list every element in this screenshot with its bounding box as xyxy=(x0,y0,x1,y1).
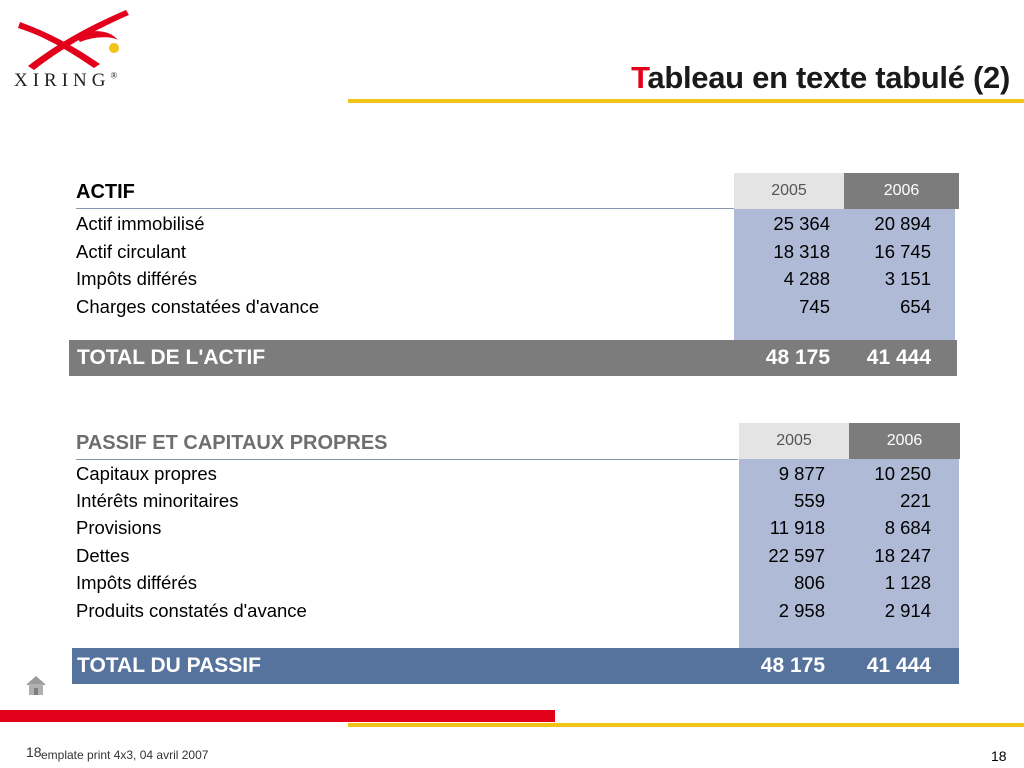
title-rule xyxy=(348,99,1024,103)
passif-row-value-2006: 10 250 xyxy=(874,463,931,484)
passif-total-bar xyxy=(72,648,959,684)
slide-title: Tableau en texte tabulé (2) xyxy=(631,60,1010,95)
page-number-left: 18 xyxy=(26,744,42,760)
page-number-right: 18 xyxy=(991,748,1007,764)
actif-total-label: TOTAL DE L'ACTIF xyxy=(77,346,266,369)
passif-row-label: Provisions xyxy=(76,517,162,538)
actif-row-value-2006: 654 xyxy=(900,296,931,317)
passif-year-2005: 2005 xyxy=(739,423,849,459)
passif-row-label: Dettes xyxy=(76,545,130,566)
passif-year-2006: 2006 xyxy=(849,423,960,459)
actif-row-value-2005: 4 288 xyxy=(783,268,830,289)
passif-total-2006: 41 444 xyxy=(866,654,931,677)
actif-row-value-2006: 16 745 xyxy=(874,241,931,262)
passif-row-label: Impôts différés xyxy=(76,572,197,593)
home-icon[interactable] xyxy=(24,673,48,697)
passif-row-value-2006: 18 247 xyxy=(874,545,931,566)
passif-row-value-2006: 221 xyxy=(900,490,931,511)
xiring-logo-mark xyxy=(14,6,134,72)
actif-row-value-2005: 25 364 xyxy=(773,213,830,234)
passif-row-label: Capitaux propres xyxy=(76,463,217,484)
actif-total-2006: 41 444 xyxy=(866,346,931,369)
actif-row-value-2006: 3 151 xyxy=(884,268,931,289)
footer-yellow-bar xyxy=(348,723,1024,727)
actif-row-label: Charges constatées d'avance xyxy=(76,296,320,317)
passif-row-value-2005: 806 xyxy=(794,572,825,593)
actif-total-2005: 48 175 xyxy=(765,346,830,369)
actif-row-value-2006: 20 894 xyxy=(874,213,931,234)
passif-row-value-2005: 22 597 xyxy=(768,545,825,566)
template-note: emplate print 4x3, 04 avril 2007 xyxy=(41,748,209,762)
actif-heading: ACTIF xyxy=(76,181,135,203)
passif-row-value-2006: 8 684 xyxy=(884,517,931,538)
actif-year-2006: 2006 xyxy=(844,173,959,209)
actif-year-2005: 2005 xyxy=(734,173,844,209)
passif-heading-underline xyxy=(76,459,738,460)
actif-row-value-2005: 745 xyxy=(799,296,830,317)
xiring-logo-text: XIRING® xyxy=(14,70,118,91)
actif-row-label: Actif immobilisé xyxy=(76,213,205,234)
passif-row-value-2005: 11 918 xyxy=(769,517,825,538)
passif-row-value-2006: 1 128 xyxy=(884,572,931,593)
passif-row-label: Produits constatés d'avance xyxy=(76,600,307,621)
actif-total-bar xyxy=(69,340,957,376)
passif-row-label: Intérêts minoritaires xyxy=(76,490,239,511)
passif-heading: PASSIF ET CAPITAUX PROPRES xyxy=(76,432,388,454)
actif-row-label: Impôts différés xyxy=(76,268,197,289)
passif-total-label: TOTAL DU PASSIF xyxy=(77,654,261,677)
passif-row-value-2006: 2 914 xyxy=(884,600,931,621)
actif-row-value-2005: 18 318 xyxy=(773,241,830,262)
actif-row-label: Actif circulant xyxy=(76,241,187,262)
actif-heading-underline xyxy=(76,208,734,209)
passif-total-2005: 48 175 xyxy=(760,654,825,677)
passif-row-value-2005: 9 877 xyxy=(778,463,825,484)
passif-row-value-2005: 559 xyxy=(794,490,825,511)
footer-red-bar xyxy=(0,710,555,722)
passif-row-value-2005: 2 958 xyxy=(778,600,825,621)
